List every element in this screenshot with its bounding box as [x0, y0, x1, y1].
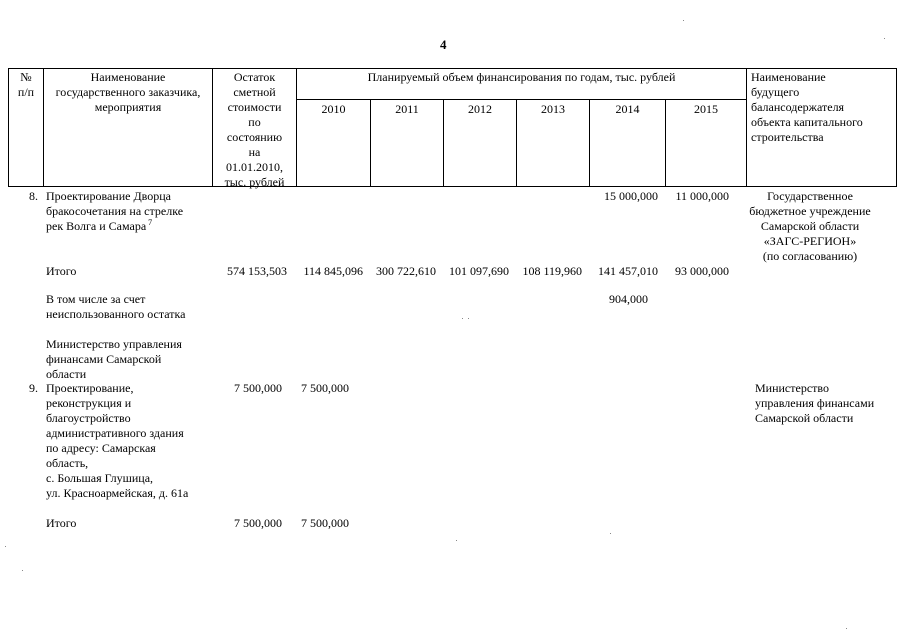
row9-remainder: 7 500,000 [234, 381, 282, 395]
total2-label: Итого [46, 516, 77, 530]
total2-2010: 7 500,000 [301, 516, 349, 530]
header-year-2014: 2014 [615, 102, 640, 116]
header-name: Наименование государственного заказчика, мероприятия [55, 70, 201, 114]
row9-holder: Министерство управления финансами Самарской области [755, 381, 875, 425]
header-year-2011: 2011 [395, 102, 419, 116]
row9-2010: 7 500,000 [301, 381, 349, 395]
page-number: 4 [440, 37, 447, 52]
ministry-heading: Министерство управления финансами Самарской области [46, 337, 182, 381]
total1-remainder: 574 153,503 [227, 264, 287, 278]
total2-remainder: 7 500,000 [234, 516, 282, 530]
row8-num: 8. [29, 189, 38, 203]
total1-2012: 101 097,690 [449, 264, 509, 278]
incl-2014: 904,000 [609, 292, 648, 306]
total1-2013: 108 119,960 [522, 264, 582, 278]
total1-label: Итого [46, 264, 77, 278]
header-year-2013: 2013 [541, 102, 565, 116]
row8-footnote: 7 [148, 218, 153, 227]
header-year-2010: 2010 [321, 102, 346, 116]
header-num: № п/п [17, 70, 35, 99]
total1-2011: 300 722,610 [376, 264, 436, 278]
header-remainder: Остаток сметной стоимости по состоянию на 01.01.2010, тыс. рублей [224, 70, 285, 189]
row8-name: Проектирование Дворца бракосочетания на стрелке рек Волга и Самара $^7$ [46, 189, 184, 233]
total1-2010: 114 845,096 [303, 264, 363, 278]
row8-2015: 11 000,000 [675, 189, 729, 203]
incl-label: В том числе за счет неиспользованного остатка [46, 292, 186, 321]
total1-2015: 93 000,000 [675, 264, 729, 278]
total1-2014: 141 457,010 [598, 264, 658, 278]
header-year-2012: 2012 [468, 102, 492, 116]
header-year-2015: 2015 [694, 102, 718, 116]
header-holder: Наименование будущего балансодержателя объекта капитального строительства [751, 70, 863, 144]
row8-2014: 15 000,000 [604, 189, 658, 203]
row8-holder: Государственное бюджетное учреждение Самарской области «ЗАГС-РЕГИОН» (по согласованию) [749, 189, 871, 263]
row9-name: Проектирование, реконструкция и благоустройство административного здания по адресу: Самарская область, с. Большая Глушица, ул. Красноармейская, д. 61а [46, 381, 189, 500]
row9-num: 9. [29, 381, 38, 395]
header-planned: Планируемый объем финансирования по годам, тыс. рублей [367, 70, 676, 84]
